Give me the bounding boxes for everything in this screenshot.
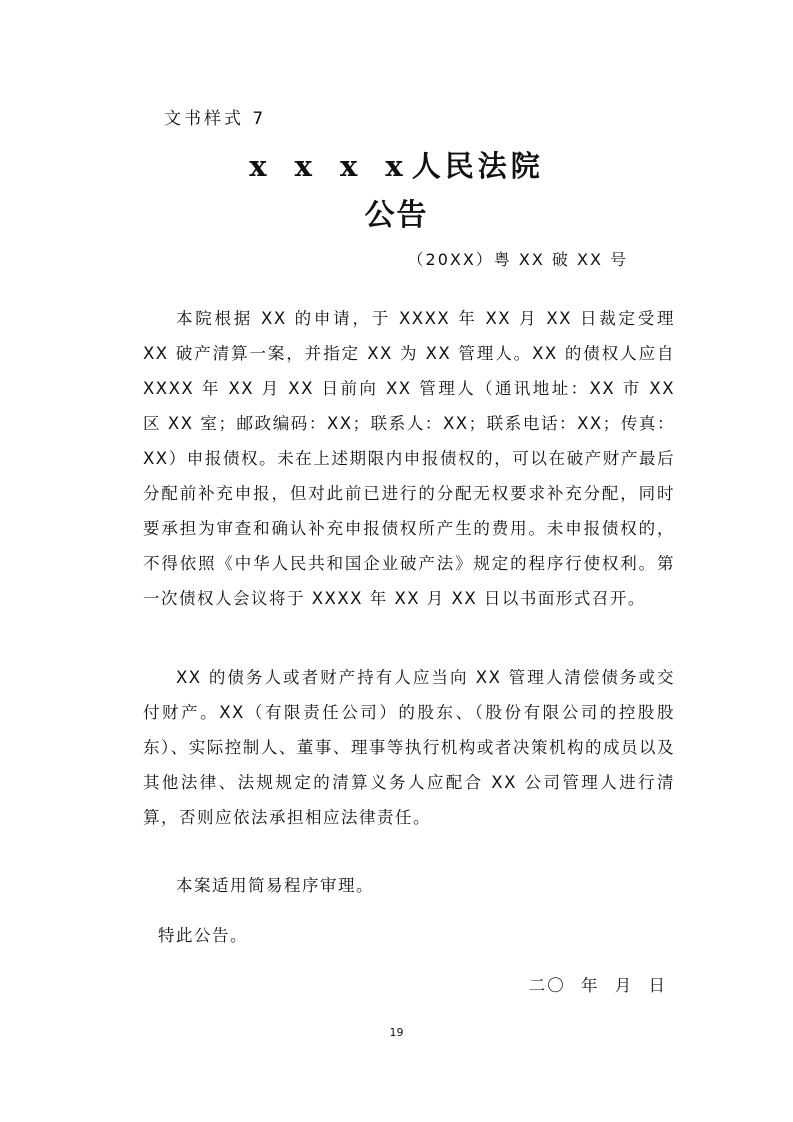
document-date: 二〇 年 月 日 <box>528 976 667 995</box>
paragraph-debtors: XX 的债务人或者财产持有人应当向 XX 管理人清偿债务或交付财产。XX（有限责任公司）的股东、（股份有限公司的控股股东）、实际控制人、董事、理事等执行机构或者决策机构的成员以及其他法律、法规规定的清算义务人应配合 XX 公司管理人进行清算，否则应依法承担相应法律责任。 <box>143 668 675 827</box>
case-number: （20XX）粤 XX 破 XX 号 <box>407 250 628 269</box>
form-label: 文书样式 7 <box>164 109 267 129</box>
paragraph-acceptance: 本院根据 XX 的申请，于 XXXX 年 XX 月 XX 日裁定受理 XX 破产清算一案，并指定 XX 为 XX 管理人。XX 的债权人应自 XXXX 年 XX 月 XX 日前向 XX 管理人（通讯地址：XX 市 XX 区 XX 室；邮政编码：XX；联系人：XX；联系电话：XX；传真：XX）申报债权。未在上述期限内申报债权的，可以在破产财产最后分配前补充申报，但对此前已进行的分配无权要求补充分配，同时要承担为审查和确认补充申报债权所产生的费用。未申报债权的，不得依照《中华人民共和国企业破产法》规定的程序行使权利。第一次债权人会议将于 XXXX 年 XX 月 XX 日以书面形式召开。 <box>143 309 675 608</box>
court-name-suffix: 人民法院 <box>411 149 544 183</box>
court-name-placeholder: x x x x <box>249 149 412 183</box>
page-number: 19 <box>389 1026 404 1039</box>
document-title: 公告 <box>364 198 429 233</box>
paragraph-procedure: 本案适用简易程序审理。 <box>176 876 374 895</box>
paragraph-closing: 特此公告。 <box>158 926 248 945</box>
court-title <box>0 144 793 185</box>
